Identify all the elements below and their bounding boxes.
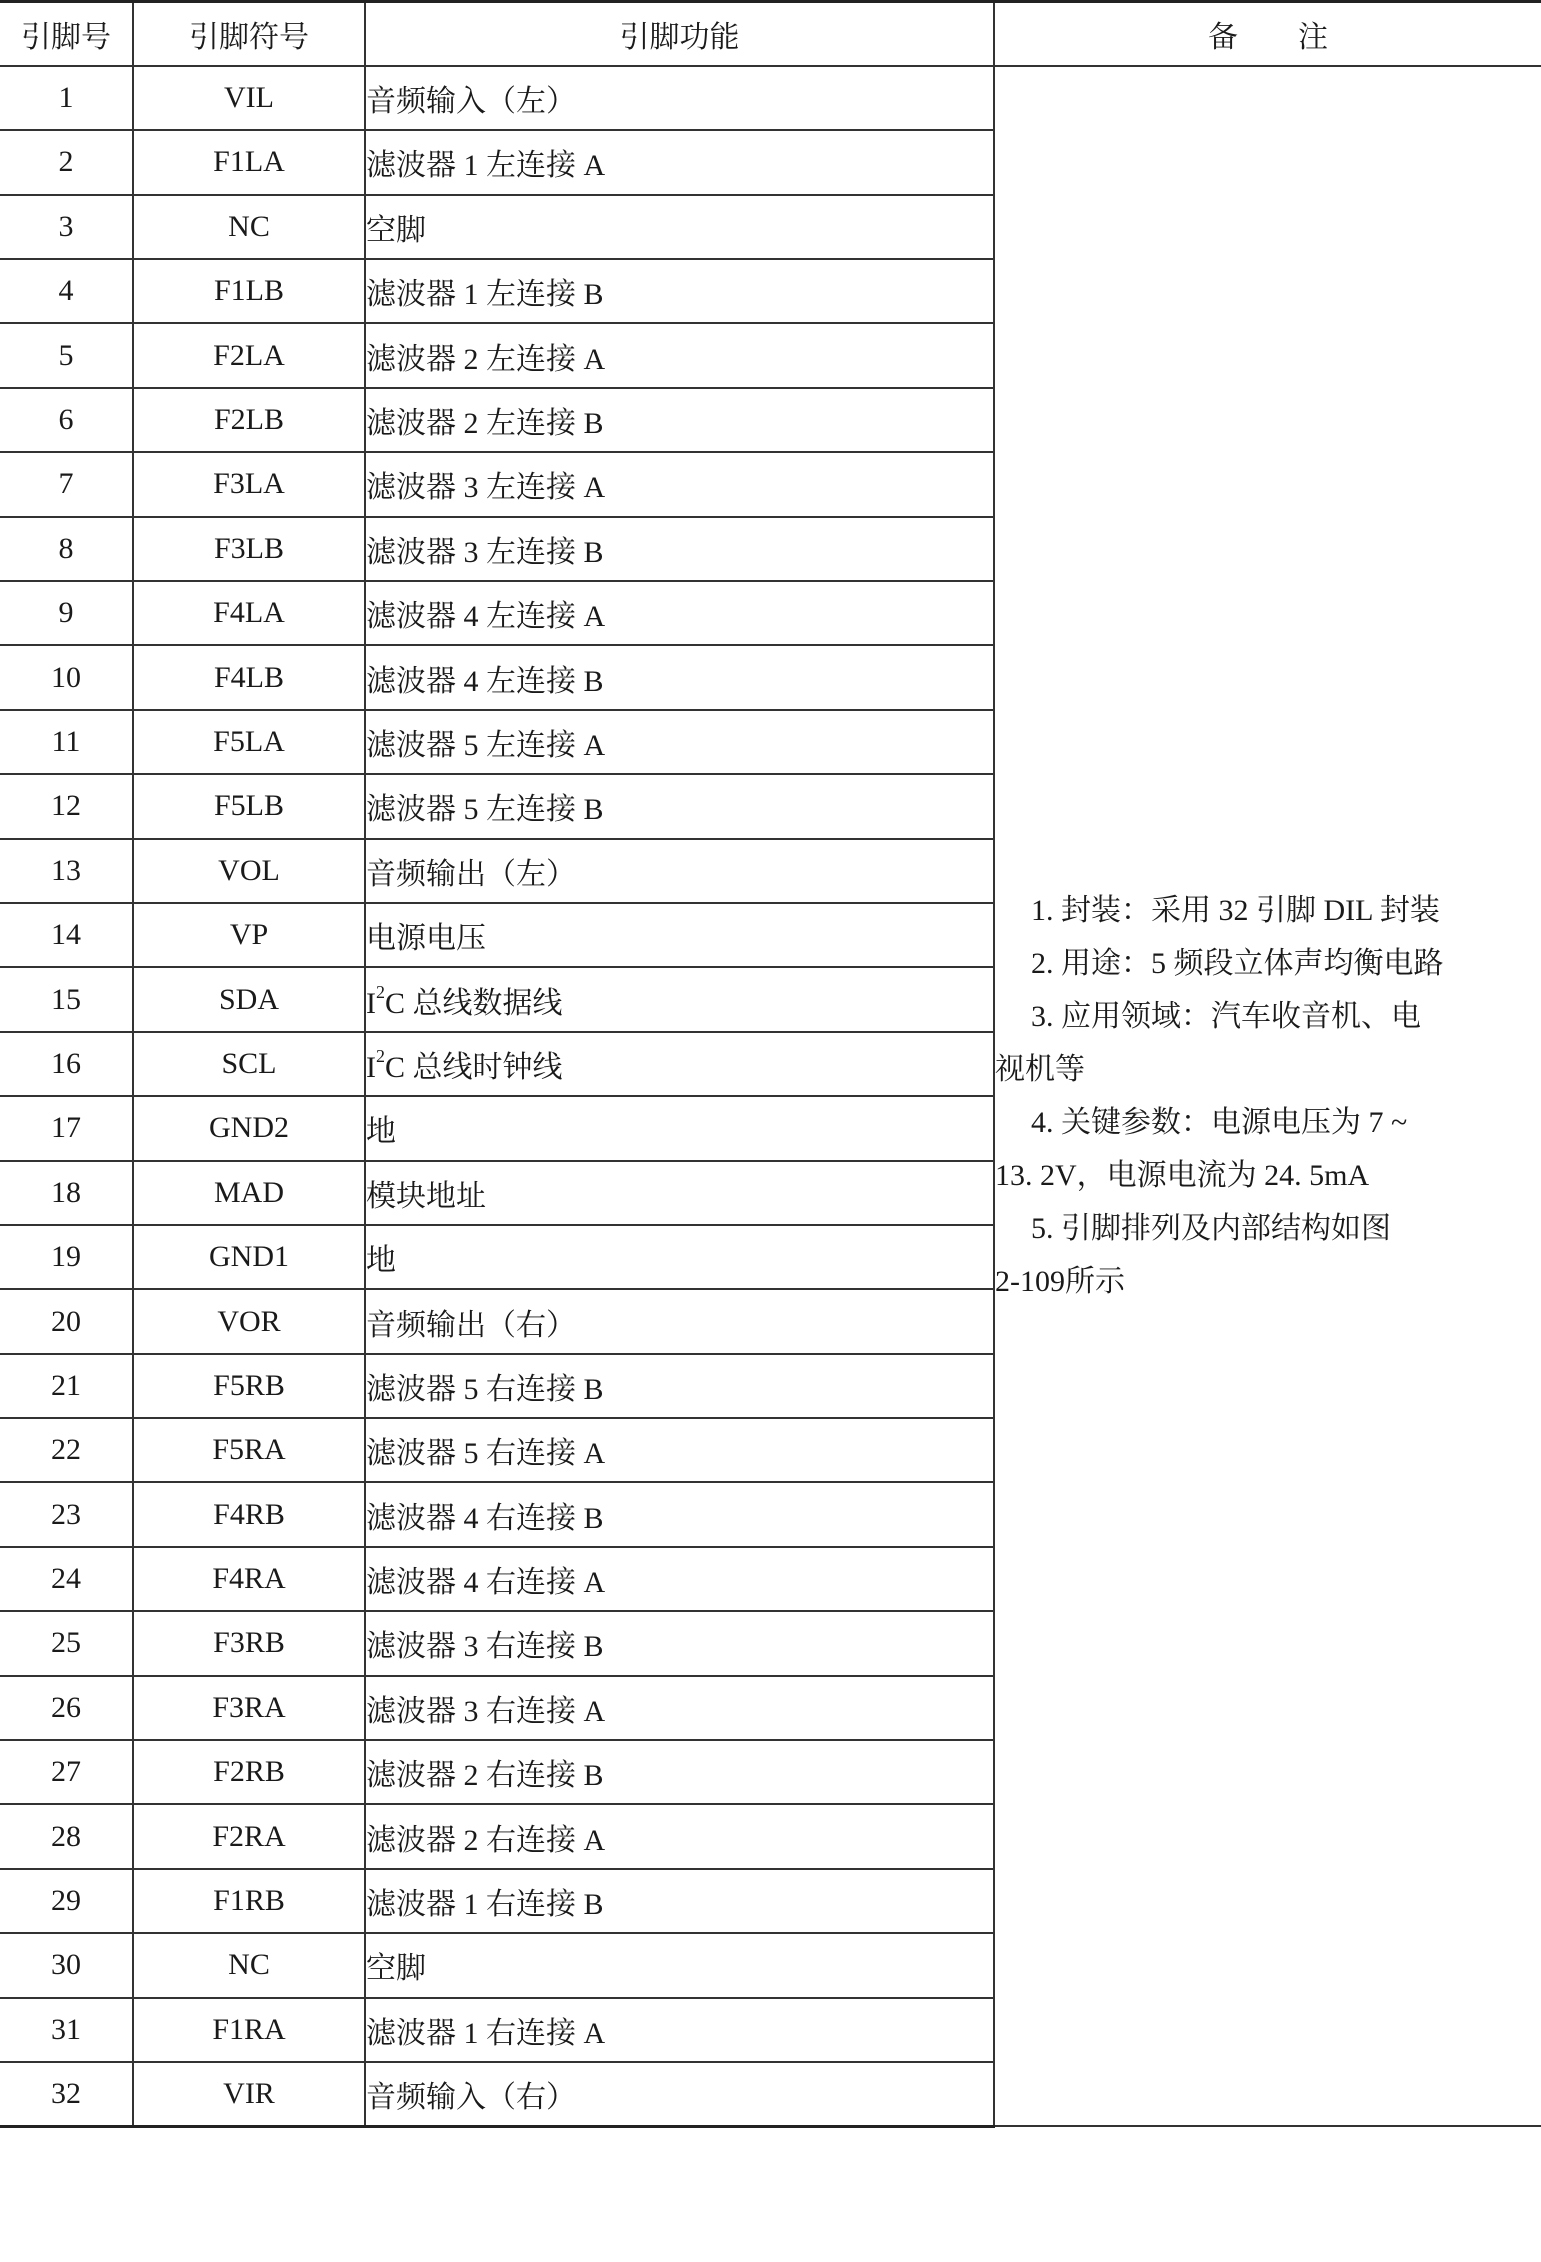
pin-function-cell bbox=[365, 967, 994, 1031]
pin-function-cell: 滤波器 5 左连接 A bbox=[365, 710, 994, 774]
header-pin-function: 引脚功能 bbox=[365, 2, 994, 66]
pin-function-cell: 滤波器 5 左连接 B bbox=[365, 774, 994, 838]
pin-number-cell: 30 bbox=[0, 1933, 133, 1997]
pin-function-cell: 滤波器 3 右连接 B bbox=[365, 1611, 994, 1675]
pin-number-cell: 27 bbox=[0, 1740, 133, 1804]
remark-line: 1. 封装：采用 32 引脚 DIL 封装 bbox=[1031, 894, 1440, 928]
pin-symbol-cell: F1RB bbox=[133, 1869, 365, 1933]
remark-line: 视机等 bbox=[995, 1053, 1085, 1087]
pin-symbol-cell: GND2 bbox=[133, 1096, 365, 1160]
pin-number-cell: 20 bbox=[0, 1289, 133, 1353]
pin-number-cell: 21 bbox=[0, 1354, 133, 1418]
pin-function-cell: 滤波器 4 左连接 B bbox=[365, 645, 994, 709]
pin-symbol-cell: NC bbox=[133, 195, 365, 259]
pin-symbol-cell: VOL bbox=[133, 839, 365, 903]
pin-symbol-cell: F3LA bbox=[133, 452, 365, 516]
pin-symbol-cell: F5LB bbox=[133, 774, 365, 838]
pin-symbol-cell: SCL bbox=[133, 1032, 365, 1096]
pin-function-cell: 空脚 bbox=[365, 1933, 994, 1997]
pin-function-cell: 滤波器 2 左连接 A bbox=[365, 323, 994, 387]
remark-line: 13. 2V，电源电流为 24. 5mA bbox=[995, 1159, 1370, 1193]
pin-number-cell: 9 bbox=[0, 581, 133, 645]
pin-symbol-cell: F1LA bbox=[133, 130, 365, 194]
pin-function-cell: 滤波器 2 左连接 B bbox=[365, 388, 994, 452]
pin-function-cell: 滤波器 5 右连接 A bbox=[365, 1418, 994, 1482]
pin-symbol-cell: VP bbox=[133, 903, 365, 967]
pin-symbol-cell: F2RB bbox=[133, 1740, 365, 1804]
pin-number-cell: 25 bbox=[0, 1611, 133, 1675]
remark-line: 2. 用途：5 频段立体声均衡电路 bbox=[1031, 947, 1444, 981]
remark-line: 3. 应用领域：汽车收音机、电 bbox=[1031, 1000, 1421, 1034]
pin-symbol-cell: F5RB bbox=[133, 1354, 365, 1418]
pin-function-cell: 模块地址 bbox=[365, 1161, 994, 1225]
pin-function-cell: 滤波器 3 左连接 B bbox=[365, 517, 994, 581]
pin-number-cell: 2 bbox=[0, 130, 133, 194]
pin-symbol-cell: F1LB bbox=[133, 259, 365, 323]
function-text: C 总线数据线 bbox=[385, 986, 563, 1020]
pin-function-cell: 滤波器 4 右连接 A bbox=[365, 1547, 994, 1611]
function-prefix: I bbox=[366, 986, 376, 1020]
pin-function-cell: 滤波器 4 右连接 B bbox=[365, 1482, 994, 1546]
pin-symbol-cell: F3LB bbox=[133, 517, 365, 581]
pin-symbol-cell: SDA bbox=[133, 967, 365, 1031]
pin-symbol-cell: F5LA bbox=[133, 710, 365, 774]
pin-number-cell: 14 bbox=[0, 903, 133, 967]
pin-number-cell: 1 bbox=[0, 66, 133, 130]
remark-line: 2-109所示 bbox=[995, 1265, 1125, 1299]
pin-number-cell: 29 bbox=[0, 1869, 133, 1933]
pin-function-cell: 滤波器 1 右连接 A bbox=[365, 1998, 994, 2062]
pin-number-cell: 16 bbox=[0, 1032, 133, 1096]
pin-function-cell: 滤波器 3 右连接 A bbox=[365, 1676, 994, 1740]
pin-function-cell: 滤波器 2 右连接 A bbox=[365, 1804, 994, 1868]
table-row bbox=[0, 66, 1541, 130]
pin-number-cell: 3 bbox=[0, 195, 133, 259]
pin-symbol-cell: F2RA bbox=[133, 1804, 365, 1868]
pin-symbol-cell: F3RB bbox=[133, 1611, 365, 1675]
pin-symbol-cell: F1RA bbox=[133, 1998, 365, 2062]
pin-number-cell: 28 bbox=[0, 1804, 133, 1868]
header-pin-symbol: 引脚符号 bbox=[133, 2, 365, 66]
pin-symbol-cell: VIR bbox=[133, 2062, 365, 2126]
remark-line: 5. 引脚排列及内部结构如图 bbox=[1031, 1212, 1391, 1246]
pin-number-cell: 24 bbox=[0, 1547, 133, 1611]
pin-function-cell: 滤波器 4 左连接 A bbox=[365, 581, 994, 645]
pin-symbol-cell: F4RA bbox=[133, 1547, 365, 1611]
remarks-cell bbox=[994, 66, 1541, 2127]
pin-symbol-cell: F2LB bbox=[133, 388, 365, 452]
pin-number-cell: 19 bbox=[0, 1225, 133, 1289]
pin-number-cell: 8 bbox=[0, 517, 133, 581]
pin-function-cell: 音频输出（左） bbox=[365, 839, 994, 903]
pin-symbol-cell: F3RA bbox=[133, 1676, 365, 1740]
pin-function-cell: 地 bbox=[365, 1225, 994, 1289]
pin-number-cell: 26 bbox=[0, 1676, 133, 1740]
pin-number-cell: 6 bbox=[0, 388, 133, 452]
pin-function-cell: 电源电压 bbox=[365, 903, 994, 967]
pin-function-cell: 音频输入（右） bbox=[365, 2062, 994, 2126]
pin-number-cell: 11 bbox=[0, 710, 133, 774]
pin-number-cell: 31 bbox=[0, 1998, 133, 2062]
function-superscript: 2 bbox=[376, 981, 385, 1002]
function-prefix: I bbox=[366, 1050, 376, 1084]
pin-symbol-cell: F4LA bbox=[133, 581, 365, 645]
table-body bbox=[0, 66, 1541, 2127]
pin-function-cell: 滤波器 5 右连接 B bbox=[365, 1354, 994, 1418]
pin-symbol-cell: NC bbox=[133, 1933, 365, 1997]
pin-number-cell: 12 bbox=[0, 774, 133, 838]
header-remarks-char-2: 注 bbox=[1298, 20, 1328, 54]
function-text: C 总线时钟线 bbox=[385, 1050, 563, 1084]
pin-symbol-cell: F5RA bbox=[133, 1418, 365, 1482]
pin-function-cell: 滤波器 3 左连接 A bbox=[365, 452, 994, 516]
pin-function-cell: 地 bbox=[365, 1096, 994, 1160]
pin-function-cell: 空脚 bbox=[365, 195, 994, 259]
remark-line: 4. 关键参数：电源电压为 7 ~ bbox=[1031, 1106, 1408, 1140]
pin-number-cell: 7 bbox=[0, 452, 133, 516]
header-remarks bbox=[994, 2, 1541, 66]
pin-number-cell: 18 bbox=[0, 1161, 133, 1225]
pin-number-cell: 13 bbox=[0, 839, 133, 903]
pin-function-cell bbox=[365, 1032, 994, 1096]
pin-number-cell: 22 bbox=[0, 1418, 133, 1482]
pin-symbol-cell: F2LA bbox=[133, 323, 365, 387]
pin-symbol-cell: F4LB bbox=[133, 645, 365, 709]
header-remarks-char-1: 备 bbox=[1208, 20, 1238, 54]
pin-function-cell: 滤波器 1 右连接 B bbox=[365, 1869, 994, 1933]
pin-number-cell: 17 bbox=[0, 1096, 133, 1160]
pin-symbol-cell: VOR bbox=[133, 1289, 365, 1353]
pin-function-cell: 音频输出（右） bbox=[365, 1289, 994, 1353]
pin-symbol-cell: VIL bbox=[133, 66, 365, 130]
pin-symbol-cell: GND1 bbox=[133, 1225, 365, 1289]
pin-symbol-cell: MAD bbox=[133, 1161, 365, 1225]
pin-function-cell: 滤波器 1 左连接 B bbox=[365, 259, 994, 323]
function-superscript: 2 bbox=[376, 1045, 385, 1066]
pin-function-cell: 滤波器 2 右连接 B bbox=[365, 1740, 994, 1804]
header-pin-no: 引脚号 bbox=[0, 2, 133, 66]
pin-number-cell: 15 bbox=[0, 967, 133, 1031]
pin-number-cell: 5 bbox=[0, 323, 133, 387]
pin-function-cell: 滤波器 1 左连接 A bbox=[365, 130, 994, 194]
pin-number-cell: 10 bbox=[0, 645, 133, 709]
pin-number-cell: 4 bbox=[0, 259, 133, 323]
table-header-row bbox=[0, 2, 1541, 66]
pin-function-cell: 音频输入（左） bbox=[365, 66, 994, 130]
pin-number-cell: 32 bbox=[0, 2062, 133, 2126]
pin-symbol-cell: F4RB bbox=[133, 1482, 365, 1546]
pin-number-cell: 23 bbox=[0, 1482, 133, 1546]
